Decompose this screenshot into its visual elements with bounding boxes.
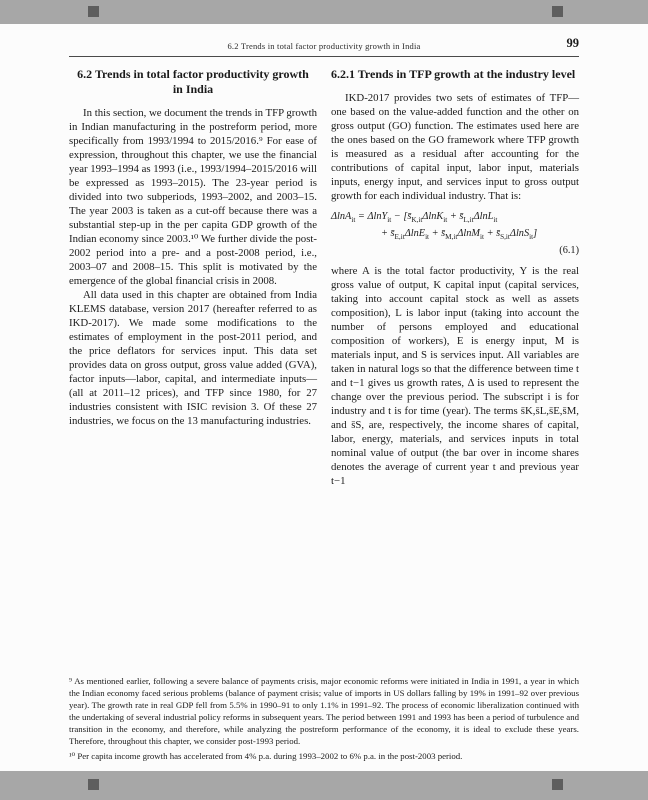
equation-subscript: E,it [394, 233, 405, 242]
corner-mark-bottom-right [552, 779, 563, 790]
corner-mark-top-left [88, 6, 99, 17]
equation-subscript: it [387, 216, 392, 225]
corner-mark-top-right [552, 6, 563, 17]
equation-6-1 [331, 210, 579, 258]
section-heading: 6.2 Trends in total factor productivity growth in India [77, 67, 309, 96]
equation-term: − [s̄ [391, 211, 412, 222]
right-column [331, 67, 579, 488]
text-columns [69, 67, 579, 488]
equation-subscript: it [443, 216, 448, 225]
equation-term: ΔlnA [331, 211, 352, 222]
equation-term: ΔlnE [404, 228, 426, 240]
equation-subscript: L,it [463, 216, 474, 225]
equation-subscript: it [529, 233, 534, 242]
equation-subscript: it [351, 216, 356, 225]
running-title: 6.2 Trends in total factor productivity growth in India [227, 41, 421, 51]
equation-number: (6.1) [559, 245, 579, 257]
equation-subscript: it [493, 216, 498, 225]
equation-subscript: it [425, 233, 430, 242]
equation-subscript: S,it [500, 233, 510, 242]
equation-term: ΔlnM [457, 228, 480, 240]
equation-term: ] [533, 228, 538, 240]
equation-explanation-paragraph: where A is the total factor productivity, Y is the real gross value of output, K capital input (capital services, taking into account capital stock as well as assets composition), L is labor input (taking into account the number of persons employed and educational composition of workers), E is energy input, M is materials input, and S is services input. All variables are taken in natural logs so that the difference between time t and t−1 gives us growth rates, Δ is used to represent the change over the previous period. The subscript i is for industry and t is for time (year). The terms s̄K,s̄L,s̄E,s̄M, and s̄S, are, respectively, the income shares of capital, labor, energy, materials, and services inputs in total nominal value of output (the bar over in income shares denotes the average of current year t and previous year t−1 [331, 265, 579, 488]
equation-subscript: it [480, 233, 484, 242]
book-page [0, 24, 648, 771]
equation-term: + s̄ [447, 211, 464, 222]
equation-term: ΔlnK [422, 211, 444, 222]
equation-term: ΔlnS [509, 228, 530, 240]
tfp-estimates-paragraph: IKD-2017 provides two sets of estimates of TFP—one based on the value-added function and the other on gross output (GO) function. The estimates used here are the ones based on the GO framework where TFP growth is measured as a residual after accounting for the contributions of capital input, labor input, materials inputs, energy input, and services input to gross output growth for each individual industry. That is: [331, 92, 579, 202]
equation-term: + s̄ [429, 228, 446, 240]
equation-term: ΔlnL [473, 211, 494, 222]
subsection-heading: 6.2.1 Trends in TFP growth at the industry level [331, 67, 576, 81]
equation-term: + s̄ [484, 228, 501, 240]
footnotes [69, 675, 579, 765]
left-column [69, 67, 317, 488]
footnote-10: ¹⁰ Per capita income growth has accelerated from 4% p.a. during 1993–2002 to 6% p.a. in the post-2003 period. [69, 751, 463, 761]
equation-line-1 [331, 210, 579, 227]
equation-term: = ΔlnY [355, 211, 388, 222]
running-header [69, 36, 579, 53]
header-rule [69, 56, 579, 57]
equation-subscript: K,it [411, 216, 423, 225]
data-source-paragraph: All data used in this chapter are obtained from India KLEMS database, version 2017 (hereafter referred to as IKD-2017). We made some modifications to the estimates of employment in the post-2011 period, and the price deflators for services input. This data set provides data on gross output, gross value added (GVA), factor inputs—labor, capital, and intermediate inputs—(all at 2011–12 prices), and TFP since 1980, for 27 industries consistent with ISIC revision 3. Of these 27 industries, we focus on the 13 manufacturing industries. [69, 289, 317, 427]
equation-term: + s̄ [381, 228, 395, 240]
equation-subscript: M,it [445, 233, 458, 242]
intro-paragraph: In this section, we document the trends in TFP growth in Indian manufacturing in the postreform period, more specifically from 1993/1994 to 2015/2016.⁹ For ease of expression, throughout this chapter, we use the financial year 1993–1994 as 1993 (i.e., 1993/1994–2015/2016 will be expressed as 1993–2015). The 23-year period is divided into two subperiods, 1993–2002, and 2003–15. The year 2003 is taken as a cut-off because there was a substantial step-up in the per capita GDP growth of the Indian economy since 2003.¹⁰ We further divide the post-2002 period into a pre- and a post-2008 period, i.e., 2003–07 and 2008–15. This split is motivated by the emergence of the global financial crisis in 2008. [69, 107, 318, 287]
page-number: 99 [566, 36, 579, 50]
equation-line-2 [331, 227, 579, 244]
footnote-9: ⁹ As mentioned earlier, following a severe balance of payments crisis, major economic reforms were initiated in India in 1991, a year in which the Indian economy faced serious problems (balance of payment crisis; value of imports in US dollars falling by 19% in 1991–92 over previous year). The growth rate in real GDP fell from 5.5% in 1990–91 to only 1.1% in 1991–92. The process of economic liberalization continued with the undertaking of several industrial policy reforms in subsequent years. The period between 1991 and 1993 has been a period of turbulence and transition in the economy, and therefore, while analyzing the postreform performance of the economy, it is ideal to exclude these years. Therefore, throughout this chapter, we consider post-1993 period. [69, 676, 579, 746]
corner-mark-bottom-left [88, 779, 99, 790]
